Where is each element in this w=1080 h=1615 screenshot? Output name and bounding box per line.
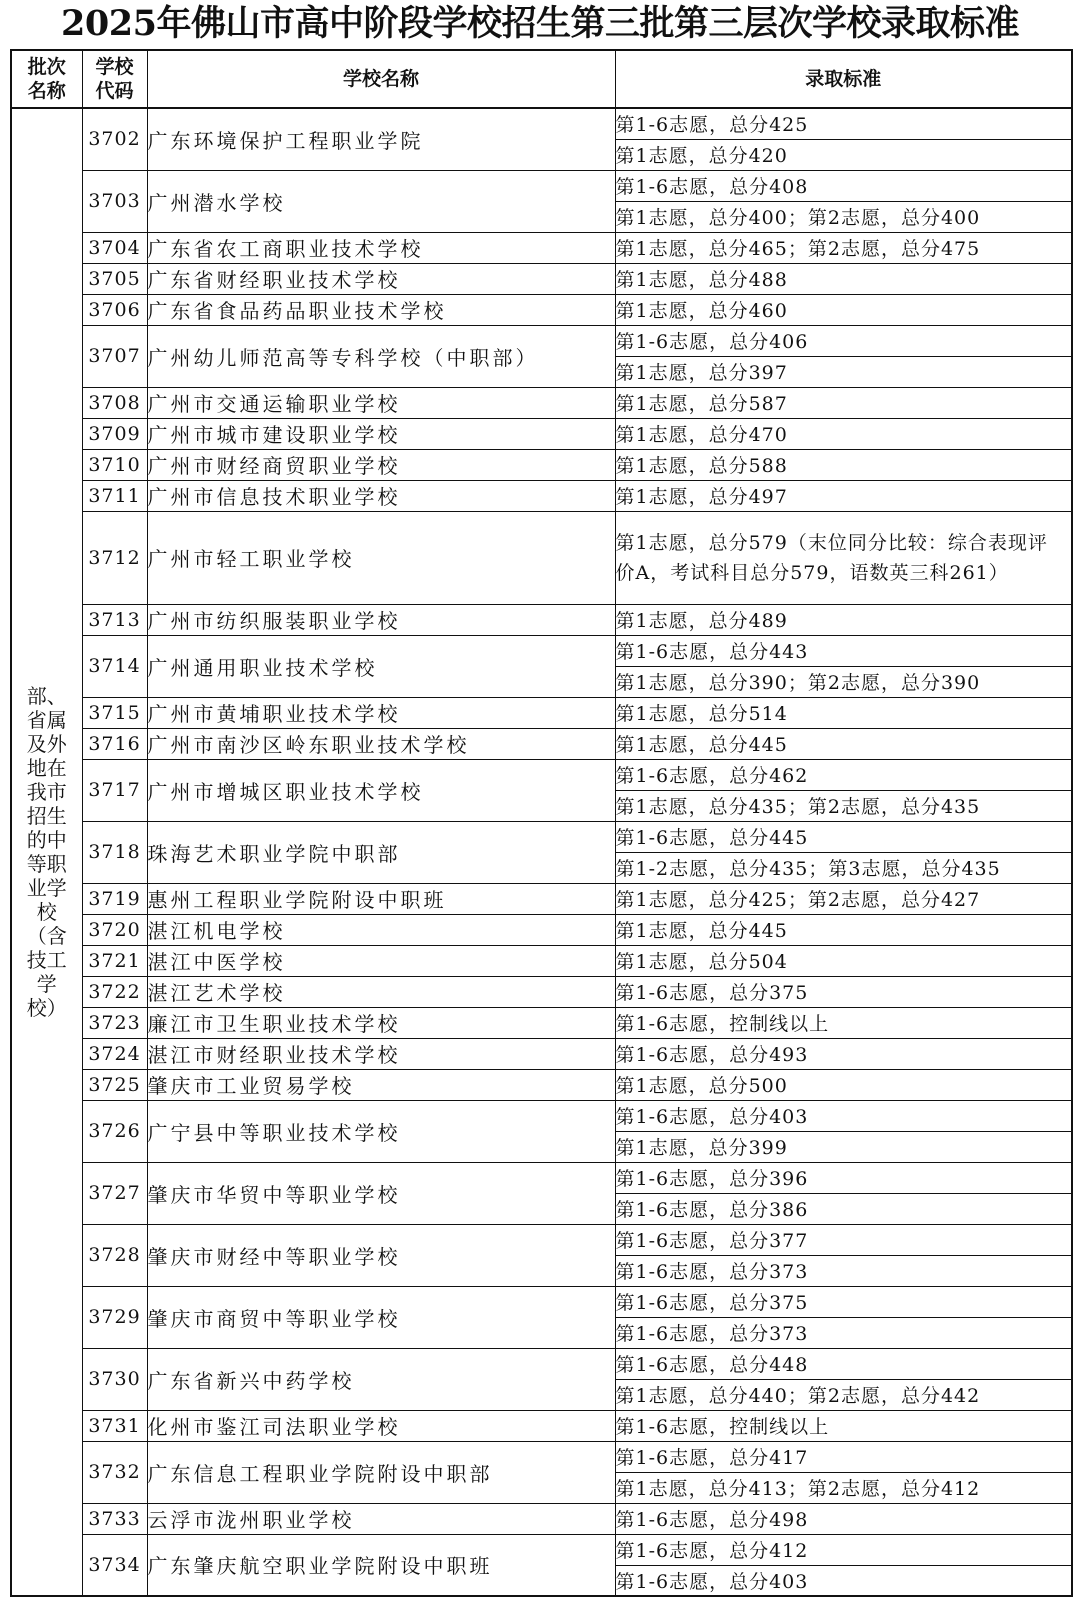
school-code: 3721 <box>82 945 147 976</box>
school-name: 湛江市财经职业技术学校 <box>147 1038 615 1069</box>
table-header-row <box>11 50 1072 108</box>
school-code: 3733 <box>82 1503 147 1534</box>
school-code: 3727 <box>82 1162 147 1224</box>
admission-standard: 第1-6志愿，总分448 <box>615 1348 1072 1379</box>
admission-standard: 第1志愿，总分400；第2志愿，总分400 <box>615 201 1072 232</box>
admission-standard: 第1志愿，总分465；第2志愿，总分475 <box>615 232 1072 263</box>
table-row <box>11 1534 1072 1565</box>
admission-standard: 第1-6志愿，总分396 <box>615 1162 1072 1193</box>
admission-standard: 第1-6志愿，总分373 <box>615 1317 1072 1348</box>
table-row <box>11 418 1072 449</box>
school-name: 肇庆市华贸中等职业学校 <box>147 1162 615 1224</box>
table-row <box>11 728 1072 759</box>
admission-standard: 第1志愿，总分425；第2志愿，总分427 <box>615 883 1072 914</box>
school-name: 广州市信息技术职业学校 <box>147 480 615 511</box>
batch-name-cell <box>11 108 82 1596</box>
school-name: 广州市南沙区岭东职业技术学校 <box>147 728 615 759</box>
admission-standard: 第1志愿，总分445 <box>615 728 1072 759</box>
school-name: 广州市轻工职业学校 <box>147 511 615 604</box>
school-name: 肇庆市商贸中等职业学校 <box>147 1286 615 1348</box>
school-name: 广州通用职业技术学校 <box>147 635 615 697</box>
admission-standard: 第1-6志愿，总分375 <box>615 1286 1072 1317</box>
school-code: 3719 <box>82 883 147 914</box>
table-row <box>11 1441 1072 1472</box>
admission-standard: 第1志愿，总分470 <box>615 418 1072 449</box>
admission-standard: 第1-6志愿，总分425 <box>615 108 1072 139</box>
admission-standard: 第1-6志愿，控制线以上 <box>615 1410 1072 1441</box>
admission-standard: 第1-6志愿，总分377 <box>615 1224 1072 1255</box>
admission-standard: 第1志愿，总分497 <box>615 480 1072 511</box>
page-title: 2025年佛山市高中阶段学校招生第三批第三层次学校录取标准 <box>61 3 1019 44</box>
table-row <box>11 1007 1072 1038</box>
school-code: 3724 <box>82 1038 147 1069</box>
table-row <box>11 1286 1072 1317</box>
school-name: 广州市纺织服装职业学校 <box>147 604 615 635</box>
admission-standard: 第1志愿，总分489 <box>615 604 1072 635</box>
table-row <box>11 635 1072 666</box>
school-code: 3709 <box>82 418 147 449</box>
table-row <box>11 697 1072 728</box>
admission-standard: 第1志愿，总分579（末位同分比较：综合表现评价A，考试科目总分579，语数英三科261） <box>615 511 1072 604</box>
table-row <box>11 480 1072 511</box>
admission-standard: 第1志愿，总分397 <box>615 356 1072 387</box>
school-name: 廉江市卫生职业技术学校 <box>147 1007 615 1038</box>
school-name: 广东省财经职业技术学校 <box>147 263 615 294</box>
admission-standard: 第1-2志愿，总分435；第3志愿，总分435 <box>615 852 1072 883</box>
admission-standard: 第1-6志愿，总分403 <box>615 1565 1072 1596</box>
school-code: 3718 <box>82 821 147 883</box>
school-name: 肇庆市工业贸易学校 <box>147 1069 615 1100</box>
admission-standard: 第1-6志愿，总分375 <box>615 976 1072 1007</box>
admission-standard: 第1志愿，总分435；第2志愿，总分435 <box>615 790 1072 821</box>
admission-standard: 第1-6志愿，控制线以上 <box>615 1007 1072 1038</box>
school-name: 广州市城市建设职业学校 <box>147 418 615 449</box>
school-code: 3704 <box>82 232 147 263</box>
school-name: 广州幼儿师范高等专科学校（中职部） <box>147 325 615 387</box>
table-row <box>11 387 1072 418</box>
admission-standard: 第1志愿，总分500 <box>615 1069 1072 1100</box>
table-row <box>11 1503 1072 1534</box>
school-name: 广州潜水学校 <box>147 170 615 232</box>
table-row <box>11 449 1072 480</box>
table-row <box>11 1038 1072 1069</box>
admission-standard: 第1志愿，总分514 <box>615 697 1072 728</box>
admission-standard: 第1-6志愿，总分403 <box>615 1100 1072 1131</box>
school-name: 肇庆市财经中等职业学校 <box>147 1224 615 1286</box>
school-name: 广州市交通运输职业学校 <box>147 387 615 418</box>
admission-standard: 第1志愿，总分413；第2志愿，总分412 <box>615 1472 1072 1503</box>
school-code: 3734 <box>82 1534 147 1596</box>
school-code: 3715 <box>82 697 147 728</box>
admission-standard: 第1-6志愿，总分412 <box>615 1534 1072 1565</box>
table-row <box>11 294 1072 325</box>
admission-standard: 第1-6志愿，总分408 <box>615 170 1072 201</box>
table-row <box>11 511 1072 604</box>
school-code: 3730 <box>82 1348 147 1410</box>
table-row <box>11 759 1072 790</box>
school-code: 3729 <box>82 1286 147 1348</box>
school-code: 3732 <box>82 1441 147 1503</box>
school-name: 广宁县中等职业技术学校 <box>147 1100 615 1162</box>
school-code: 3711 <box>82 480 147 511</box>
table-row <box>11 1069 1072 1100</box>
school-code: 3707 <box>82 325 147 387</box>
table-row <box>11 1162 1072 1193</box>
table-row <box>11 108 1072 139</box>
school-code: 3712 <box>82 511 147 604</box>
school-code: 3722 <box>82 976 147 1007</box>
school-code: 3705 <box>82 263 147 294</box>
school-code: 3717 <box>82 759 147 821</box>
school-code: 3726 <box>82 1100 147 1162</box>
batch-name: 部、省属及外地在我市招生的中等职业学校（含技工学校） <box>26 684 67 1020</box>
school-name: 惠州工程职业学院附设中职班 <box>147 883 615 914</box>
school-name: 湛江机电学校 <box>147 914 615 945</box>
school-code: 3731 <box>82 1410 147 1441</box>
school-name: 化州市鉴江司法职业学校 <box>147 1410 615 1441</box>
table-row <box>11 1100 1072 1131</box>
school-name: 云浮市泷州职业学校 <box>147 1503 615 1534</box>
school-code: 3716 <box>82 728 147 759</box>
admission-standard: 第1-6志愿，总分417 <box>615 1441 1072 1472</box>
school-code: 3714 <box>82 635 147 697</box>
school-name: 广东信息工程职业学院附设中职部 <box>147 1441 615 1503</box>
header-batch: 批次名称 <box>11 50 82 108</box>
school-code: 3706 <box>82 294 147 325</box>
school-name: 湛江中医学校 <box>147 945 615 976</box>
table-body <box>11 108 1072 1596</box>
table-row <box>11 170 1072 201</box>
table-row <box>11 604 1072 635</box>
table-row <box>11 883 1072 914</box>
table-row <box>11 1348 1072 1379</box>
header-name: 学校名称 <box>147 50 615 108</box>
school-code: 3725 <box>82 1069 147 1100</box>
school-code: 3703 <box>82 170 147 232</box>
admission-standard: 第1-6志愿，总分443 <box>615 635 1072 666</box>
school-name: 广东省新兴中药学校 <box>147 1348 615 1410</box>
table-row <box>11 1410 1072 1441</box>
school-name: 珠海艺术职业学院中职部 <box>147 821 615 883</box>
admission-standard: 第1-6志愿，总分386 <box>615 1193 1072 1224</box>
table-row <box>11 945 1072 976</box>
admission-standard: 第1志愿，总分420 <box>615 139 1072 170</box>
table-row <box>11 976 1072 1007</box>
admission-standard: 第1志愿，总分440；第2志愿，总分442 <box>615 1379 1072 1410</box>
admission-standard: 第1-6志愿，总分493 <box>615 1038 1072 1069</box>
school-code: 3702 <box>82 108 147 170</box>
school-name: 广州市增城区职业技术学校 <box>147 759 615 821</box>
table-row <box>11 325 1072 356</box>
admission-table <box>10 49 1073 1597</box>
header-code: 学校代码 <box>82 50 147 108</box>
school-code: 3728 <box>82 1224 147 1286</box>
admission-standard: 第1志愿，总分587 <box>615 387 1072 418</box>
table-row <box>11 1224 1072 1255</box>
admission-standard: 第1志愿，总分504 <box>615 945 1072 976</box>
school-name: 广东省农工商职业技术学校 <box>147 232 615 263</box>
school-name: 广州市财经商贸职业学校 <box>147 449 615 480</box>
admission-standard: 第1-6志愿，总分445 <box>615 821 1072 852</box>
school-code: 3708 <box>82 387 147 418</box>
school-name: 湛江艺术学校 <box>147 976 615 1007</box>
admission-standard: 第1志愿，总分399 <box>615 1131 1072 1162</box>
school-name: 广东肇庆航空职业学院附设中职班 <box>147 1534 615 1596</box>
table-row <box>11 914 1072 945</box>
table-row <box>11 263 1072 294</box>
admission-standard: 第1志愿，总分460 <box>615 294 1072 325</box>
admission-standard: 第1-6志愿，总分406 <box>615 325 1072 356</box>
admission-standard: 第1-6志愿，总分462 <box>615 759 1072 790</box>
school-name: 广东省食品药品职业技术学校 <box>147 294 615 325</box>
school-code: 3723 <box>82 1007 147 1038</box>
admission-standard: 第1志愿，总分390；第2志愿，总分390 <box>615 666 1072 697</box>
school-code: 3710 <box>82 449 147 480</box>
admission-standard: 第1志愿，总分445 <box>615 914 1072 945</box>
school-name: 广州市黄埔职业技术学校 <box>147 697 615 728</box>
admission-standard: 第1-6志愿，总分373 <box>615 1255 1072 1286</box>
header-standard: 录取标准 <box>615 50 1072 108</box>
admission-standard: 第1志愿，总分588 <box>615 449 1072 480</box>
school-code: 3713 <box>82 604 147 635</box>
school-name: 广东环境保护工程职业学院 <box>147 108 615 170</box>
school-code: 3720 <box>82 914 147 945</box>
admission-standard: 第1志愿，总分488 <box>615 263 1072 294</box>
table-row <box>11 821 1072 852</box>
admission-standard: 第1-6志愿，总分498 <box>615 1503 1072 1534</box>
table-row <box>11 232 1072 263</box>
